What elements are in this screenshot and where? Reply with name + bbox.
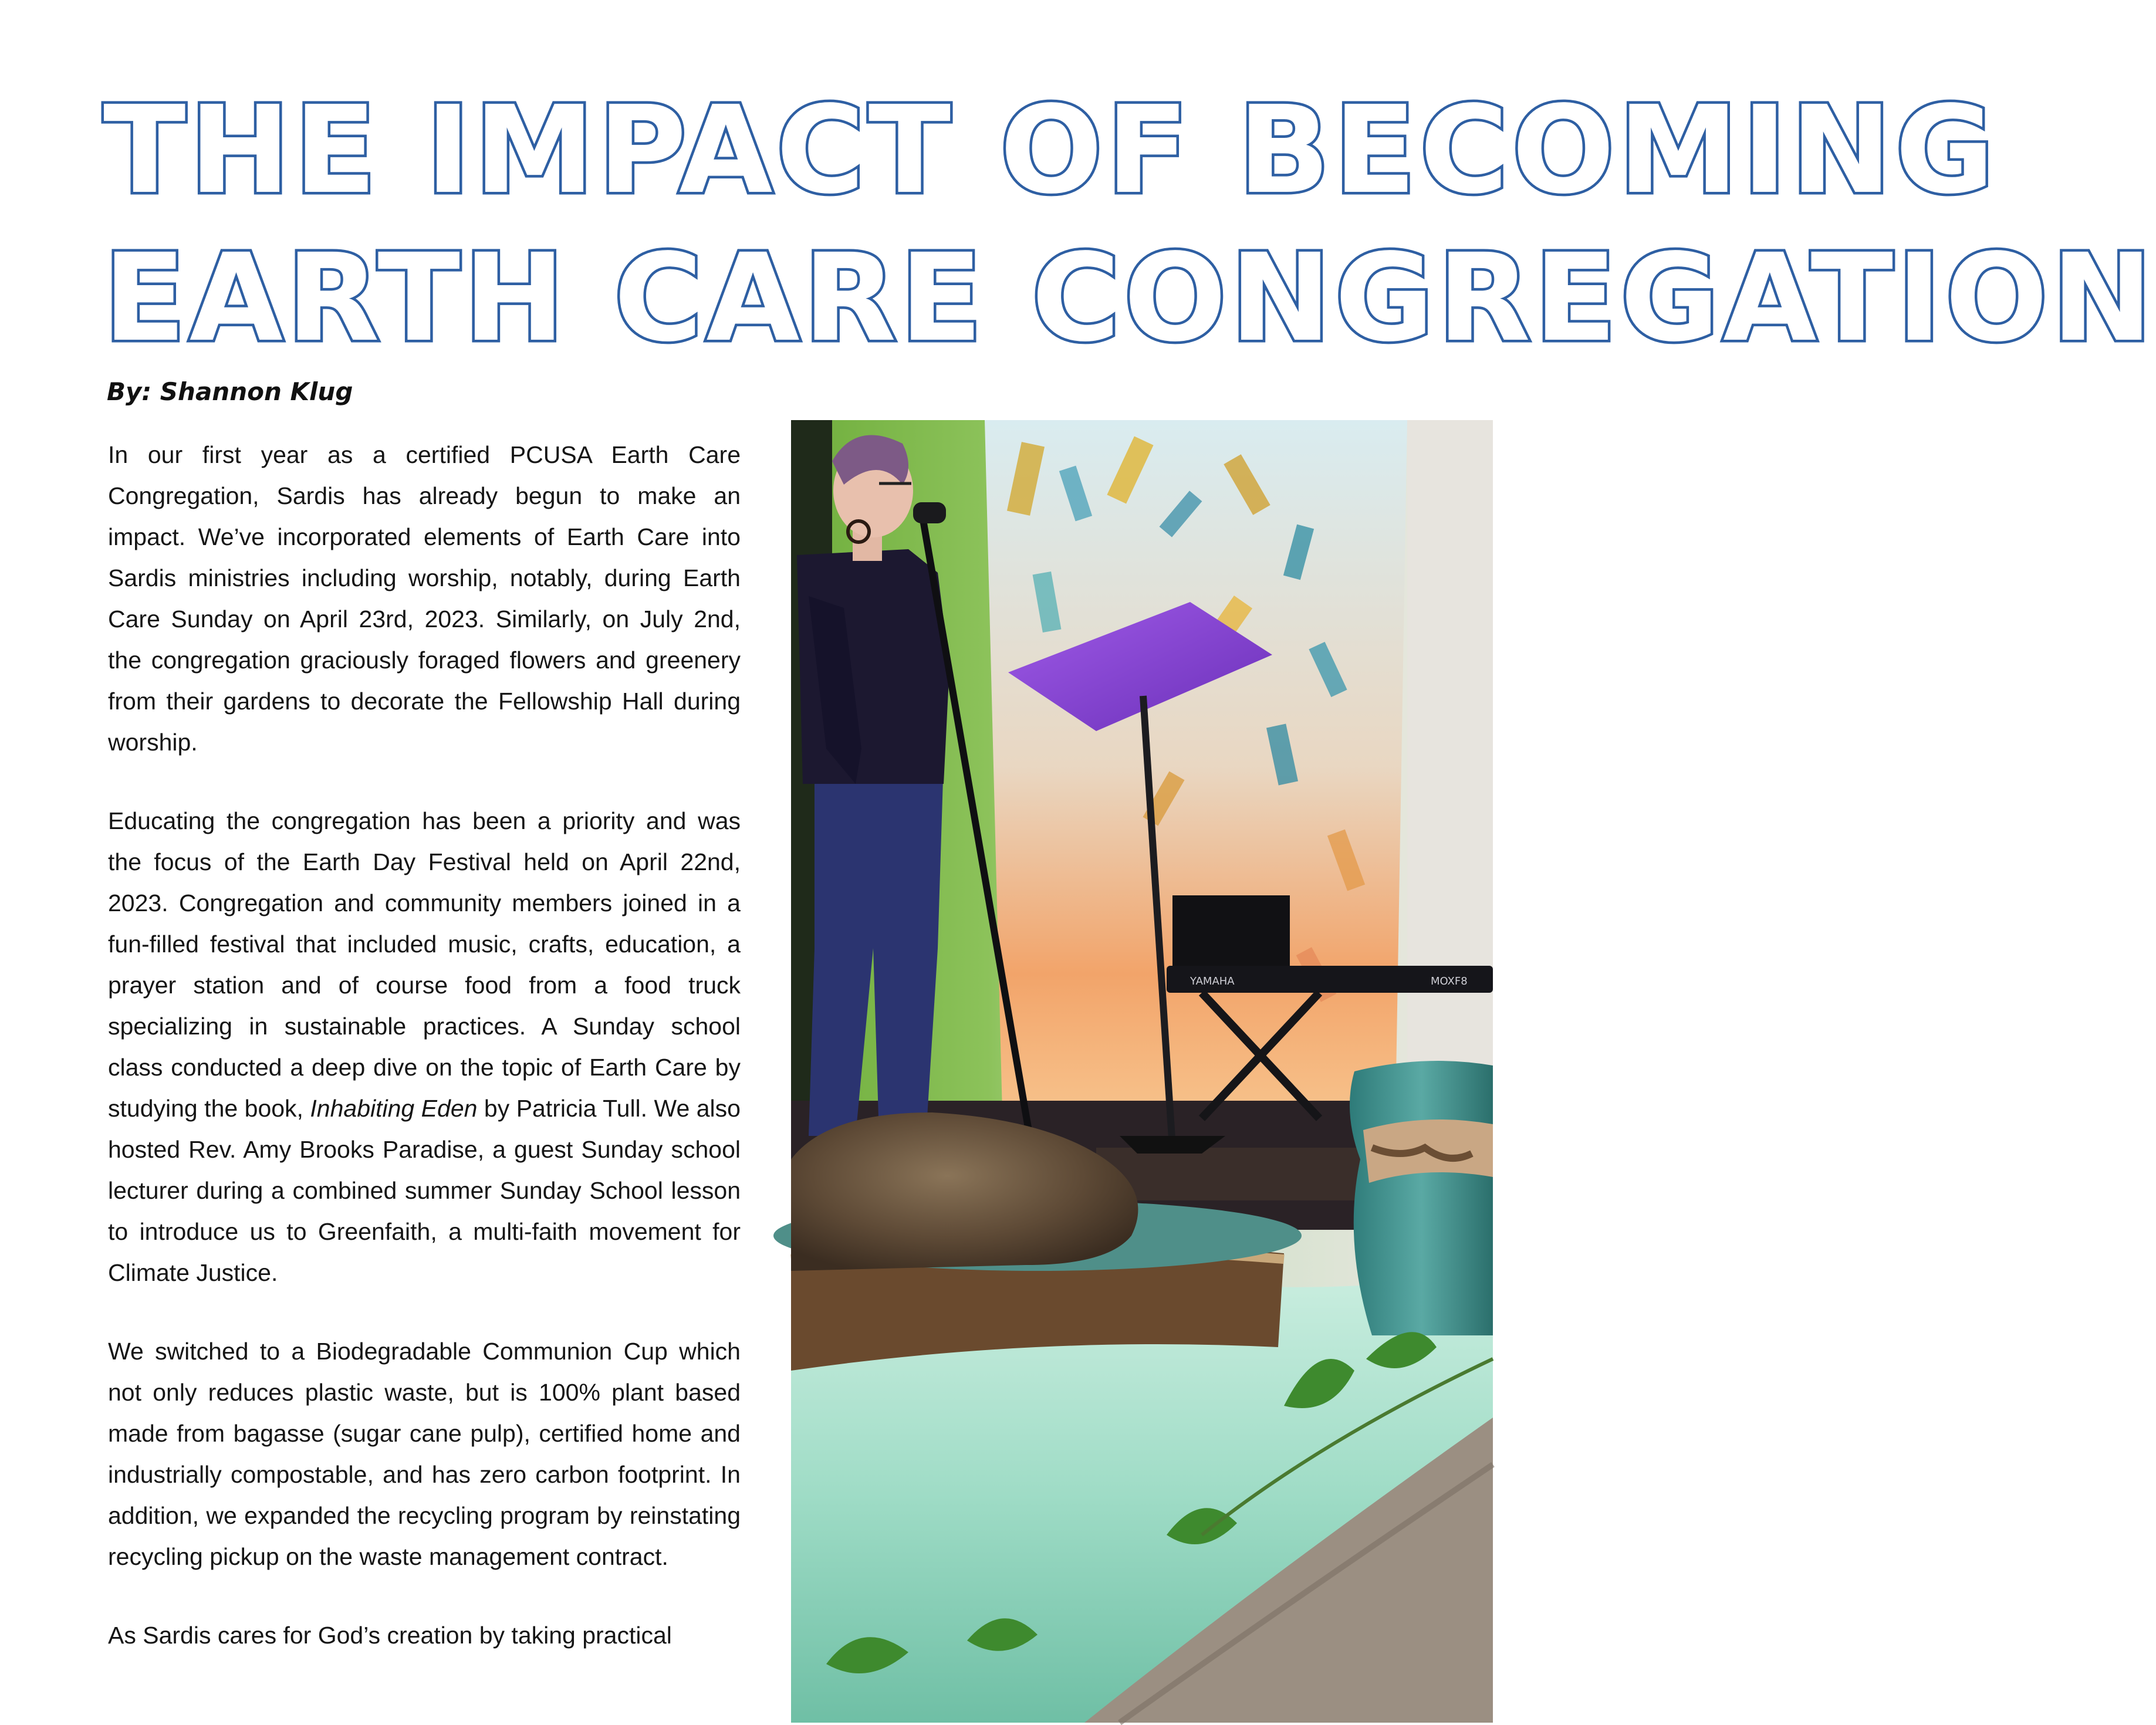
book-title: Inhabiting Eden	[310, 1095, 478, 1122]
paragraph-2-text-start: Educating the congregation has been a priority and was the focus of the Earth Day Festival held on April 22nd, 2023. Congregation and community members joined in a fun-filled festival that included music, crafts, education, a prayer station and of course food from a food truck specializing in sustainable practices. A Sunday school class conducted a deep dive on the topic of Earth Care by studying the book,	[108, 807, 741, 1122]
worship-photo	[791, 420, 1493, 1723]
stained-glass-curtain	[985, 420, 1407, 1112]
article-paragraph-2	[108, 800, 741, 1293]
paragraph-2-text-end: by Patricia Tull. We also hosted Rev. Amy Brooks Paradise, a guest Sunday school lecturer during a combined summer Sunday School lesson to introduce us to Greenfaith, a multi-faith movement for Climate Justice.	[108, 1095, 741, 1286]
article-byline: By: Shannon Klug	[107, 377, 353, 406]
article-paragraph-4: As Sardis cares for God’s creation by taking practical	[108, 1622, 672, 1649]
side-wall-panel	[1407, 420, 1493, 1154]
communion-vase	[1350, 1061, 1493, 1335]
article-title-line-2: EARTH CARE CONGREGATION	[103, 228, 2156, 368]
article-body	[108, 434, 741, 1725]
article-title-line-1: THE IMPACT OF BECOMING	[103, 80, 1998, 221]
keyboard-brand: YAMAHA	[1190, 975, 1235, 987]
article-paragraph-3: We switched to a Biodegradable Communion Cup which not only reduces plastic waste, but is 100% plant based made from bagasse (sugar cane pulp), certified home and industrially compostable, and has zero carbon footprint. In addition, we expanded the recycling program by reinstating recycling pickup on the waste management contract.	[108, 1338, 741, 1570]
article-title	[103, 76, 2156, 372]
article-paragraph-1: In our first year as a certified PCUSA Earth Care Congregation, Sardis has already begun to make an impact. We’ve incorporated elements of Earth Care into Sardis ministries including worship, notably, during Earth Care Sunday on April 23rd, 2023. Similarly, on July 2nd, the congregation graciously foraged flowers and greenery from their gardens to decorate the Fellowship Hall during worship.	[108, 441, 741, 756]
keyboard-model: MOXF8	[1431, 975, 1468, 987]
